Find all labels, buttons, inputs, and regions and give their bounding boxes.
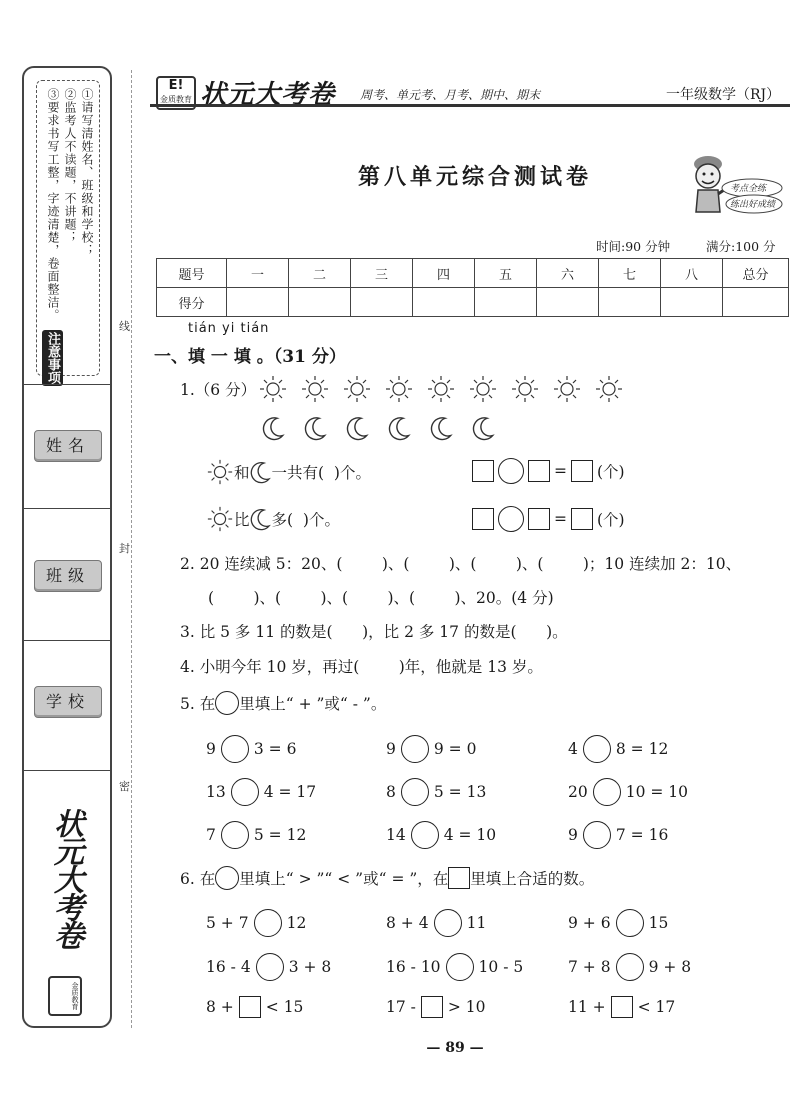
q1-label: 1.（6 分） — [180, 381, 257, 399]
mascot-line1: 考点全练 — [730, 184, 767, 194]
page-title: 第八单元综合测试卷 — [357, 164, 592, 190]
notice-item: ①请写清姓名、班级和学校； — [80, 88, 94, 257]
q1-and-text: 和 — [234, 464, 250, 482]
sun-icon — [300, 374, 330, 408]
compare-circle[interactable] — [254, 909, 282, 937]
moon-icon — [430, 415, 454, 445]
operator-circle[interactable] — [411, 821, 439, 849]
operator-circle[interactable] — [498, 458, 524, 484]
q1-compare-text: 比 — [234, 511, 250, 529]
section-pinyin: tián yi tián — [188, 321, 270, 336]
score-header-cell: 七 — [599, 259, 661, 288]
q5-equation — [206, 821, 306, 849]
sun-icon — [384, 374, 414, 408]
q4-text: 4. 小明今年 10 岁，再过( )年，他就是 13 岁。 — [180, 658, 543, 676]
score-header-cell: 二 — [289, 259, 351, 288]
operand: 4 — [568, 740, 578, 758]
q5-equation — [386, 735, 476, 763]
score-header-cell: 四 — [413, 259, 475, 288]
q6-fill-box-row — [206, 996, 303, 1018]
section-title: 一、填 一 填 。（31 分） — [154, 347, 346, 367]
sun-icon — [342, 374, 372, 408]
score-header-cell: 八 — [661, 259, 723, 288]
q6-comparison — [206, 909, 306, 937]
right-expr: 15 — [648, 914, 669, 932]
answer-box[interactable] — [472, 460, 494, 482]
right-expr: 9 + 8 — [648, 958, 692, 976]
moon-row — [262, 415, 514, 445]
moon-icon — [346, 415, 370, 445]
right-expr: 3 + 8 — [288, 958, 332, 976]
operator-circle[interactable] — [583, 735, 611, 763]
sun-icon — [594, 374, 624, 408]
answer-box[interactable] — [571, 508, 593, 530]
notice-title: 注意事项 — [42, 330, 63, 386]
operator-circle-example — [215, 691, 239, 715]
cut-mark: 线 — [119, 320, 130, 333]
answer-box[interactable] — [528, 460, 550, 482]
moon-icon — [262, 415, 286, 445]
right-expr: > 10 — [447, 998, 486, 1016]
moon-icon — [472, 415, 496, 445]
operator-circle[interactable] — [221, 821, 249, 849]
unit-text: (个) — [597, 463, 625, 481]
operand: 9 — [568, 826, 578, 844]
score-cell[interactable] — [537, 288, 599, 317]
sun-icon — [552, 374, 582, 408]
score-header-cell: 总分 — [723, 259, 789, 288]
q5-equation — [568, 735, 668, 763]
divider — [22, 384, 112, 385]
operator-circle[interactable] — [593, 778, 621, 806]
left-expr: 7 + 8 — [568, 958, 611, 976]
q1-more-text: 多( — [271, 511, 294, 529]
q6-comparison — [568, 953, 691, 981]
class-label: 班级 — [34, 560, 102, 592]
header-logo-badge: E! 金质教育 — [156, 76, 196, 110]
result: 7 = 16 — [615, 826, 669, 844]
compare-circle[interactable] — [446, 953, 474, 981]
q5-equation — [568, 778, 688, 806]
sidebar-logo-badge: 金质教育 — [48, 976, 82, 1016]
q6-comparison — [206, 953, 331, 981]
operand: 9 — [206, 740, 216, 758]
left-expr: 8 + 4 — [386, 914, 429, 932]
q1-total-blank[interactable]: )个。 — [324, 464, 371, 482]
score-cell[interactable] — [289, 288, 351, 317]
q6-post: 里填上合适的数。 — [470, 870, 595, 888]
q6-fill-box-row — [386, 996, 486, 1018]
number-box[interactable] — [611, 996, 633, 1018]
score-header-cell: 五 — [475, 259, 537, 288]
operator-circle[interactable] — [401, 778, 429, 806]
result: 8 = 12 — [615, 740, 669, 758]
divider — [22, 640, 112, 641]
exam-full-score: 满分:100 分 — [706, 239, 776, 254]
sun-icon — [258, 374, 288, 408]
moon-icon — [250, 507, 272, 531]
score-cell[interactable] — [723, 288, 789, 317]
score-cell[interactable] — [475, 288, 537, 317]
notice-item: ③要求书写工整，字迹清楚，卷面整洁。 — [46, 88, 60, 322]
q5-pre: 5. 在 — [180, 695, 216, 713]
left-expr: 16 - 4 — [206, 958, 251, 976]
header-subject: 一年级数学（RJ） — [666, 87, 781, 103]
operand: 20 — [568, 783, 588, 801]
cut-mark: 封 — [119, 542, 130, 555]
score-cell[interactable] — [227, 288, 289, 317]
q1-line-b — [206, 505, 340, 533]
cut-line — [131, 70, 132, 1028]
school-label: 学校 — [34, 686, 102, 718]
compare-circle[interactable] — [256, 953, 284, 981]
left-expr: 8 + — [206, 998, 234, 1016]
compare-circle[interactable] — [434, 909, 462, 937]
number-box-example — [448, 867, 470, 889]
score-header-cell: 一 — [227, 259, 289, 288]
q3-text: 3. 比 5 多 11 的数是( )，比 2 多 17 的数是( )。 — [180, 623, 568, 641]
q6-fill-box-row — [568, 996, 675, 1018]
right-expr: < 17 — [637, 998, 676, 1016]
header-rule — [150, 104, 790, 107]
page-number: — 89 — — [426, 1040, 484, 1056]
operator-circle[interactable] — [583, 821, 611, 849]
operator-circle[interactable] — [498, 506, 524, 532]
score-table — [156, 258, 789, 317]
moon-icon — [250, 460, 272, 484]
moon-icon — [388, 415, 412, 445]
moon-icon — [304, 415, 328, 445]
score-cell[interactable] — [413, 288, 475, 317]
sun-icon — [206, 458, 234, 486]
left-expr: 17 - — [386, 998, 416, 1016]
answer-box[interactable] — [472, 508, 494, 530]
result: 4 = 17 — [263, 783, 317, 801]
operator-circle[interactable] — [221, 735, 249, 763]
q1-equation-a — [472, 458, 625, 484]
divider — [22, 770, 112, 771]
q1-equation-b — [472, 506, 625, 532]
result: 5 = 13 — [433, 783, 487, 801]
left-expr: 5 + 7 — [206, 914, 249, 932]
header-exam-types: 周考、单元考、月考、期中、期末 — [360, 88, 541, 102]
q2-line1: 2. 20 连续减 5：20、( )、( )、( )、( )；10 连续加 2：10、 — [180, 555, 742, 573]
number-box[interactable] — [239, 996, 261, 1018]
name-label: 姓名 — [34, 430, 102, 462]
score-row-label: 得分 — [157, 288, 227, 317]
score-table-score-row — [157, 288, 789, 317]
q5-instruction — [180, 691, 386, 715]
q5-equation — [386, 821, 496, 849]
score-cell[interactable] — [661, 288, 723, 317]
result: 10 = 10 — [625, 783, 689, 801]
operator-circle[interactable] — [401, 735, 429, 763]
sun-icon — [206, 505, 234, 533]
mascot-illustration — [684, 146, 784, 218]
score-cell[interactable] — [351, 288, 413, 317]
left-expr: 11 + — [568, 998, 606, 1016]
operand: 7 — [206, 826, 216, 844]
q6-pre: 6. 在 — [180, 870, 216, 888]
score-header-cell: 三 — [351, 259, 413, 288]
compare-circle[interactable] — [616, 953, 644, 981]
notice-item: ②监考人不读题，不讲题； — [63, 88, 77, 244]
right-expr: 10 - 5 — [478, 958, 524, 976]
right-expr: < 15 — [265, 998, 304, 1016]
sidebar-logo — [36, 808, 96, 1018]
right-expr: 11 — [466, 914, 487, 932]
q6-mid: 里填上“ > ”“ < ”或“ = ”，在 — [239, 870, 449, 888]
notice-items — [44, 88, 95, 328]
right-expr: 12 — [286, 914, 307, 932]
q5-equation — [386, 778, 486, 806]
q5-equation — [206, 735, 296, 763]
unit-text: (个) — [597, 511, 625, 529]
q1-total-text: 一共有( — [271, 464, 325, 482]
score-header-cell: 六 — [537, 259, 599, 288]
q5-post: 里填上“ + ”或“ - ”。 — [239, 695, 387, 713]
answer-box[interactable] — [528, 508, 550, 530]
sun-icon — [510, 374, 540, 408]
cut-mark: 密 — [119, 780, 130, 793]
left-expr: 16 - 10 — [386, 958, 441, 976]
sun-icon — [426, 374, 456, 408]
q6-comparison — [568, 909, 668, 937]
q1-line-a — [206, 458, 371, 486]
q1-more-blank[interactable]: )个。 — [293, 511, 340, 529]
answer-box[interactable] — [571, 460, 593, 482]
result: 4 = 10 — [443, 826, 497, 844]
equals-sign: = — [554, 510, 567, 528]
q6-comparison — [386, 909, 486, 937]
operand: 8 — [386, 783, 396, 801]
operand: 14 — [386, 826, 406, 844]
sun-icon — [468, 374, 498, 408]
q6-instruction — [180, 866, 594, 890]
exam-time: 时间:90 分钟 — [596, 239, 671, 254]
q2-line2: ( )、( )、( )、( )、20。(4 分) — [208, 589, 554, 607]
result: 5 = 12 — [253, 826, 307, 844]
q6-comparison — [386, 953, 523, 981]
score-header-cell: 题号 — [157, 259, 227, 288]
compare-circle[interactable] — [616, 909, 644, 937]
q5-equation — [568, 821, 668, 849]
q5-equation — [206, 778, 316, 806]
operand: 13 — [206, 783, 226, 801]
left-expr: 9 + 6 — [568, 914, 611, 932]
operand: 9 — [386, 740, 396, 758]
result: 3 = 6 — [253, 740, 297, 758]
sidebar-logo-text: 状元大考卷 — [48, 808, 83, 948]
score-cell[interactable] — [599, 288, 661, 317]
header-logo-badge-text: 金质教育 — [160, 95, 192, 104]
sun-row — [258, 374, 636, 408]
score-table-header-row — [157, 259, 789, 288]
number-box[interactable] — [421, 996, 443, 1018]
header-brand: 状元大考卷 — [200, 80, 336, 110]
mascot-line2: 练出好成绩 — [730, 200, 776, 210]
result: 9 = 0 — [433, 740, 477, 758]
operator-circle[interactable] — [231, 778, 259, 806]
divider — [22, 508, 112, 509]
equals-sign: = — [554, 462, 567, 480]
compare-circle-example — [215, 866, 239, 890]
